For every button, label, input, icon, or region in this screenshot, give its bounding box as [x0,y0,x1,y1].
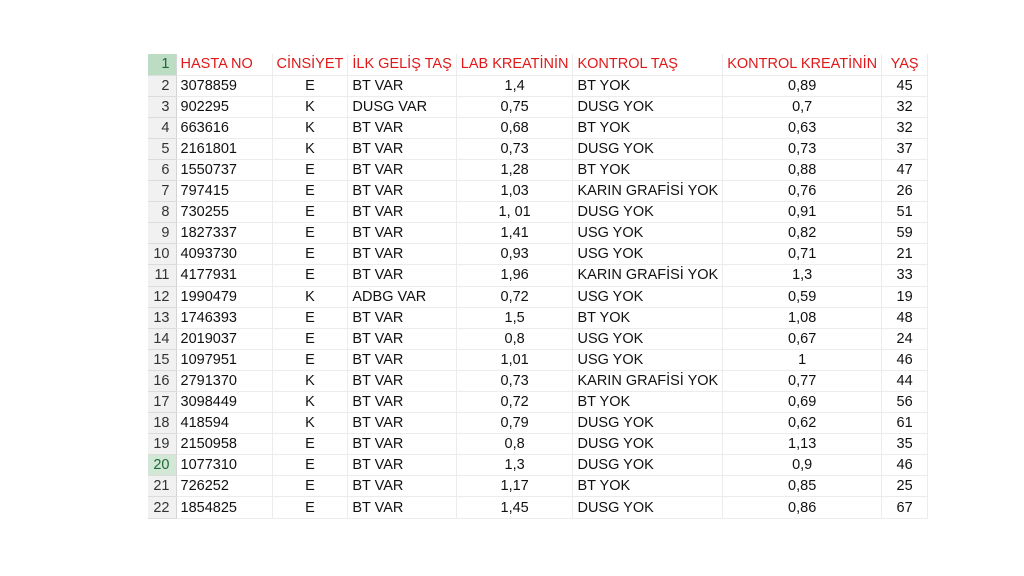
cell-lab-kreatinin[interactable]: 1,17 [456,476,573,497]
row-number[interactable]: 9 [148,223,176,244]
row-number[interactable]: 2 [148,75,176,96]
row-number[interactable]: 1 [148,54,176,75]
cell-cinsiyet[interactable]: E [272,181,348,202]
cell-cinsiyet[interactable]: E [272,159,348,180]
cell-yas[interactable]: 37 [882,138,928,159]
cell-kontrol-tas[interactable]: KARIN GRAFİSİ YOK [573,181,723,202]
cell-yas[interactable]: 51 [882,202,928,223]
cell-kontrol-kreatinin[interactable]: 1,3 [723,265,882,286]
cell-cinsiyet[interactable]: K [272,392,348,413]
cell-ilk-gelis-tas[interactable]: BT VAR [348,434,456,455]
table-row [148,117,928,138]
cell-kontrol-tas[interactable]: BT YOK [573,392,723,413]
cell-lab-kreatinin[interactable]: 0,79 [456,413,573,434]
table-row [148,307,928,328]
cell-ilk-gelis-tas[interactable]: BT VAR [348,392,456,413]
cell-ilk-gelis-tas[interactable]: ADBG VAR [348,286,456,307]
cell-ilk-gelis-tas[interactable]: DUSG VAR [348,96,456,117]
cell-cinsiyet[interactable]: K [272,370,348,391]
cell-ilk-gelis-tas[interactable]: BT VAR [348,265,456,286]
cell-cinsiyet[interactable]: K [272,138,348,159]
cell-kontrol-kreatinin[interactable]: 0,88 [723,159,882,180]
cell-hasta-no[interactable]: 2791370 [176,370,272,391]
cell-cinsiyet[interactable]: E [272,497,348,518]
cell-yas[interactable]: 46 [882,455,928,476]
table-row [148,96,928,117]
cell-ilk-gelis-tas[interactable]: BT VAR [348,370,456,391]
row-number[interactable]: 14 [148,328,176,349]
cell-cinsiyet[interactable]: E [272,202,348,223]
cell-cinsiyet[interactable]: E [272,265,348,286]
table-row [148,138,928,159]
cell-lab-kreatinin[interactable]: 0,72 [456,392,573,413]
row-number[interactable]: 11 [148,265,176,286]
cell-yas[interactable]: 67 [882,497,928,518]
cell-lab-kreatinin[interactable]: 1,45 [456,497,573,518]
cell-hasta-no[interactable]: 726252 [176,476,272,497]
row-number[interactable]: 5 [148,138,176,159]
cell-kontrol-kreatinin[interactable]: 0,63 [723,117,882,138]
cell-kontrol-tas[interactable]: KARIN GRAFİSİ YOK [573,265,723,286]
cell-cinsiyet[interactable]: E [272,349,348,370]
header-lab-kreatinin[interactable]: LAB KREATİNİN [456,54,573,75]
header-yas[interactable]: YAŞ [882,54,928,75]
row-number[interactable]: 15 [148,349,176,370]
cell-kontrol-tas[interactable]: BT YOK [573,159,723,180]
cell-lab-kreatinin[interactable]: 0,8 [456,328,573,349]
cell-lab-kreatinin[interactable]: 1,4 [456,75,573,96]
row-number[interactable]: 16 [148,370,176,391]
cell-ilk-gelis-tas[interactable]: BT VAR [348,181,456,202]
cell-ilk-gelis-tas[interactable]: BT VAR [348,413,456,434]
cell-kontrol-tas[interactable]: BT YOK [573,75,723,96]
table-row [148,202,928,223]
row-number[interactable]: 17 [148,392,176,413]
header-row [148,54,928,75]
cell-hasta-no[interactable]: 1077310 [176,455,272,476]
row-number[interactable]: 8 [148,202,176,223]
cell-hasta-no[interactable]: 418594 [176,413,272,434]
cell-lab-kreatinin[interactable]: 0,93 [456,244,573,265]
cell-ilk-gelis-tas[interactable]: BT VAR [348,244,456,265]
cell-kontrol-kreatinin[interactable]: 0,85 [723,476,882,497]
cell-yas[interactable]: 48 [882,307,928,328]
cell-yas[interactable]: 25 [882,476,928,497]
cell-hasta-no[interactable]: 3078859 [176,75,272,96]
row-number[interactable]: 13 [148,307,176,328]
cell-yas[interactable]: 26 [882,181,928,202]
cell-kontrol-tas[interactable]: BT YOK [573,476,723,497]
header-hasta-no[interactable]: HASTA NO [176,54,272,75]
cell-cinsiyet[interactable]: E [272,434,348,455]
cell-lab-kreatinin[interactable]: 1, 01 [456,202,573,223]
cell-kontrol-tas[interactable]: DUSG YOK [573,96,723,117]
cell-yas[interactable]: 46 [882,349,928,370]
cell-lab-kreatinin[interactable]: 0,73 [456,138,573,159]
cell-kontrol-kreatinin[interactable]: 1 [723,349,882,370]
cell-kontrol-kreatinin[interactable]: 0,73 [723,138,882,159]
cell-kontrol-kreatinin[interactable]: 0,71 [723,244,882,265]
cell-cinsiyet[interactable]: E [272,307,348,328]
cell-yas[interactable]: 47 [882,159,928,180]
cell-yas[interactable]: 32 [882,117,928,138]
cell-yas[interactable]: 61 [882,413,928,434]
cell-hasta-no[interactable]: 3098449 [176,392,272,413]
cell-lab-kreatinin[interactable]: 1,28 [456,159,573,180]
cell-ilk-gelis-tas[interactable]: BT VAR [348,497,456,518]
cell-kontrol-tas[interactable]: DUSG YOK [573,202,723,223]
cell-hasta-no[interactable]: 902295 [176,96,272,117]
cell-ilk-gelis-tas[interactable]: BT VAR [348,476,456,497]
cell-lab-kreatinin[interactable]: 1,5 [456,307,573,328]
cell-hasta-no[interactable]: 797415 [176,181,272,202]
cell-lab-kreatinin[interactable]: 1,01 [456,349,573,370]
cell-kontrol-tas[interactable]: DUSG YOK [573,138,723,159]
cell-hasta-no[interactable]: 4093730 [176,244,272,265]
cell-ilk-gelis-tas[interactable]: BT VAR [348,349,456,370]
table-row [148,159,928,180]
cell-ilk-gelis-tas[interactable]: BT VAR [348,328,456,349]
cell-yas[interactable]: 35 [882,434,928,455]
table-row [148,181,928,202]
cell-hasta-no[interactable]: 4177931 [176,265,272,286]
cell-kontrol-kreatinin[interactable]: 0,86 [723,497,882,518]
cell-cinsiyet[interactable]: E [272,476,348,497]
cell-cinsiyet[interactable]: E [272,223,348,244]
spreadsheet-table [148,54,928,519]
cell-kontrol-kreatinin[interactable]: 1,13 [723,434,882,455]
cell-cinsiyet[interactable]: K [272,96,348,117]
row-number[interactable]: 7 [148,181,176,202]
cell-kontrol-kreatinin[interactable]: 0,9 [723,455,882,476]
cell-hasta-no[interactable]: 2150958 [176,434,272,455]
header-kontrol-kreatinin[interactable]: KONTROL KREATİNİN [723,54,882,75]
cell-yas[interactable]: 33 [882,265,928,286]
cell-yas[interactable]: 32 [882,96,928,117]
cell-ilk-gelis-tas[interactable]: BT VAR [348,307,456,328]
cell-hasta-no[interactable]: 2161801 [176,138,272,159]
cell-ilk-gelis-tas[interactable]: BT VAR [348,75,456,96]
cell-kontrol-kreatinin[interactable]: 0,76 [723,181,882,202]
cell-ilk-gelis-tas[interactable]: BT VAR [348,117,456,138]
cell-kontrol-tas[interactable]: USG YOK [573,244,723,265]
cell-kontrol-kreatinin[interactable]: 0,89 [723,75,882,96]
cell-kontrol-tas[interactable]: USG YOK [573,286,723,307]
row-number[interactable]: 4 [148,117,176,138]
cell-yas[interactable]: 19 [882,286,928,307]
cell-lab-kreatinin[interactable]: 1,03 [456,181,573,202]
row-number[interactable]: 18 [148,413,176,434]
header-kontrol-tas[interactable]: KONTROL TAŞ [573,54,723,75]
cell-kontrol-kreatinin[interactable]: 0,62 [723,413,882,434]
cell-cinsiyet[interactable]: E [272,75,348,96]
cell-kontrol-tas[interactable]: USG YOK [573,349,723,370]
cell-yas[interactable]: 24 [882,328,928,349]
table-row [148,223,928,244]
cell-kontrol-tas[interactable]: DUSG YOK [573,434,723,455]
header-cinsiyet[interactable]: CİNSİYET [272,54,348,75]
cell-hasta-no[interactable]: 1550737 [176,159,272,180]
cell-kontrol-kreatinin[interactable]: 0,7 [723,96,882,117]
row-number[interactable]: 12 [148,286,176,307]
cell-hasta-no[interactable]: 1097951 [176,349,272,370]
row-number[interactable]: 10 [148,244,176,265]
row-number[interactable]: 22 [148,497,176,518]
cell-hasta-no[interactable]: 663616 [176,117,272,138]
cell-ilk-gelis-tas[interactable]: BT VAR [348,202,456,223]
cell-kontrol-kreatinin[interactable]: 0,77 [723,370,882,391]
cell-kontrol-tas[interactable]: BT YOK [573,117,723,138]
cell-cinsiyet[interactable]: K [272,286,348,307]
cell-hasta-no[interactable]: 1827337 [176,223,272,244]
cell-hasta-no[interactable]: 1746393 [176,307,272,328]
cell-yas[interactable]: 59 [882,223,928,244]
cell-kontrol-kreatinin[interactable]: 0,59 [723,286,882,307]
table-row [148,328,928,349]
table-row [148,476,928,497]
cell-kontrol-kreatinin[interactable]: 1,08 [723,307,882,328]
table-row [148,75,928,96]
table-row [148,455,928,476]
cell-lab-kreatinin[interactable]: 1,96 [456,265,573,286]
cell-hasta-no[interactable]: 1854825 [176,497,272,518]
cell-kontrol-tas[interactable]: BT YOK [573,307,723,328]
cell-kontrol-tas[interactable]: KARIN GRAFİSİ YOK [573,370,723,391]
cell-ilk-gelis-tas[interactable]: BT VAR [348,138,456,159]
cell-hasta-no[interactable]: 1990479 [176,286,272,307]
cell-hasta-no[interactable]: 730255 [176,202,272,223]
cell-kontrol-kreatinin[interactable]: 0,67 [723,328,882,349]
cell-ilk-gelis-tas[interactable]: BT VAR [348,455,456,476]
table-row [148,413,928,434]
cell-cinsiyet[interactable]: K [272,413,348,434]
cell-ilk-gelis-tas[interactable]: BT VAR [348,223,456,244]
row-number[interactable]: 21 [148,476,176,497]
cell-yas[interactable]: 44 [882,370,928,391]
table-row [148,370,928,391]
cell-yas[interactable]: 56 [882,392,928,413]
cell-lab-kreatinin[interactable]: 1,3 [456,455,573,476]
cell-kontrol-kreatinin[interactable]: 0,82 [723,223,882,244]
row-number[interactable]: 3 [148,96,176,117]
cell-yas[interactable]: 45 [882,75,928,96]
cell-lab-kreatinin[interactable]: 0,72 [456,286,573,307]
cell-lab-kreatinin[interactable]: 0,73 [456,370,573,391]
table-row [148,286,928,307]
cell-cinsiyet[interactable]: E [272,328,348,349]
cell-kontrol-tas[interactable]: USG YOK [573,223,723,244]
cell-ilk-gelis-tas[interactable]: BT VAR [348,159,456,180]
table-row [148,265,928,286]
cell-lab-kreatinin[interactable]: 1,41 [456,223,573,244]
cell-kontrol-tas[interactable]: DUSG YOK [573,497,723,518]
row-number[interactable]: 19 [148,434,176,455]
cell-kontrol-tas[interactable]: DUSG YOK [573,455,723,476]
cell-lab-kreatinin[interactable]: 0,75 [456,96,573,117]
cell-cinsiyet[interactable]: K [272,117,348,138]
row-number[interactable]: 20 [148,455,176,476]
cell-lab-kreatinin[interactable]: 0,8 [456,434,573,455]
table-row [148,244,928,265]
cell-kontrol-tas[interactable]: DUSG YOK [573,413,723,434]
table-row [148,497,928,518]
header-ilk-gelis-tas[interactable]: İLK GELİŞ TAŞ [348,54,456,75]
cell-cinsiyet[interactable]: E [272,455,348,476]
cell-hasta-no[interactable]: 2019037 [176,328,272,349]
table-row [148,349,928,370]
cell-cinsiyet[interactable]: E [272,244,348,265]
cell-kontrol-tas[interactable]: USG YOK [573,328,723,349]
table-row [148,392,928,413]
row-number[interactable]: 6 [148,159,176,180]
cell-kontrol-kreatinin[interactable]: 0,91 [723,202,882,223]
cell-kontrol-kreatinin[interactable]: 0,69 [723,392,882,413]
table-row [148,434,928,455]
cell-yas[interactable]: 21 [882,244,928,265]
cell-lab-kreatinin[interactable]: 0,68 [456,117,573,138]
